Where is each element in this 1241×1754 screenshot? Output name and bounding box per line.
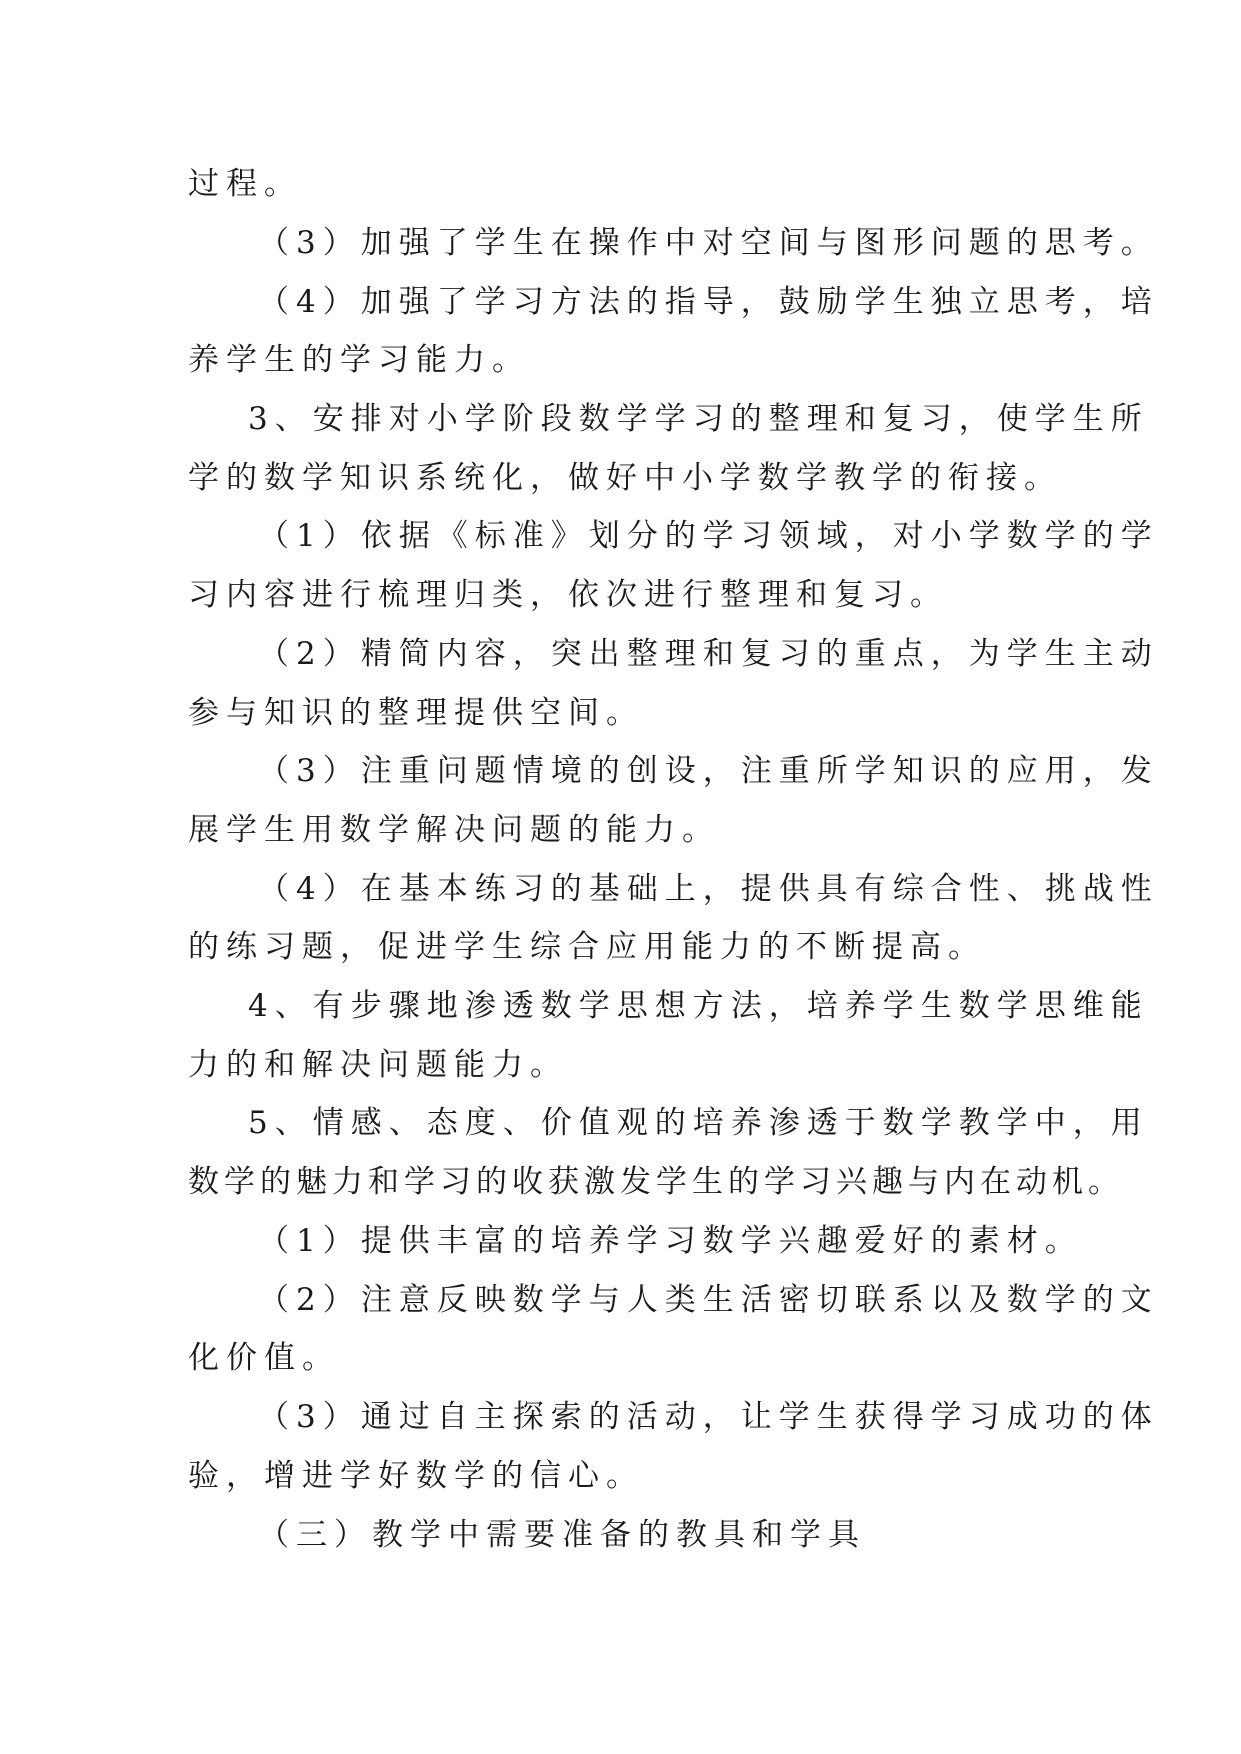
text-line: 习内容进行梳理归类，依次进行整理和复习。 bbox=[188, 577, 948, 613]
text-line: 参与知识的整理提供空间。 bbox=[188, 695, 644, 731]
text-line: 养学生的学习能力。 bbox=[188, 342, 530, 378]
text-line: 验，增进学好数学的信心。 bbox=[188, 1458, 644, 1494]
text-line: （1）依据《标准》划分的学习领域，对小学数学的学 bbox=[258, 518, 1159, 554]
text-line: 学的数学知识系统化，做好中小学数学教学的衔接。 bbox=[188, 460, 1062, 496]
section-heading: （三）教学中需要准备的教具和学具 bbox=[258, 1517, 866, 1553]
text-line: 的练习题，促进学生综合应用能力的不断提高。 bbox=[188, 929, 986, 965]
text-line: 化价值。 bbox=[188, 1340, 340, 1376]
text-line: （3）注重问题情境的创设，注重所学知识的应用，发 bbox=[258, 753, 1159, 789]
text-line: 5、情感、态度、价值观的培养渗透于数学教学中，用 bbox=[248, 1105, 1149, 1141]
text-line: 过程。 bbox=[188, 166, 302, 202]
text-line: 力的和解决问题能力。 bbox=[188, 1047, 568, 1083]
text-line: （1）提供丰富的培养学习数学兴趣爱好的素材。 bbox=[258, 1223, 1083, 1259]
text-line: （3）加强了学生在操作中对空间与图形问题的思考。 bbox=[258, 225, 1159, 261]
text-line: （4）加强了学习方法的指导，鼓励学生独立思考，培 bbox=[258, 284, 1159, 320]
text-line: 3、安排对小学阶段数学学习的整理和复习，使学生所 bbox=[248, 401, 1149, 437]
text-line: 数学的魅力和学习的收获激发学生的学习兴趣与内在动机。 bbox=[188, 1164, 1124, 1200]
text-line: 展学生用数学解决问题的能力。 bbox=[188, 812, 720, 848]
text-line: （4）在基本练习的基础上，提供具有综合性、挑战性 bbox=[258, 871, 1159, 907]
text-line: 4、有步骤地渗透数学思想方法，培养学生数学思维能 bbox=[248, 988, 1149, 1024]
text-line: （2）精简内容，突出整理和复习的重点，为学生主动 bbox=[258, 636, 1159, 672]
text-line: （3）通过自主探索的活动，让学生获得学习成功的体 bbox=[258, 1399, 1159, 1435]
text-line: （2）注意反映数学与人类生活密切联系以及数学的文 bbox=[258, 1282, 1159, 1318]
